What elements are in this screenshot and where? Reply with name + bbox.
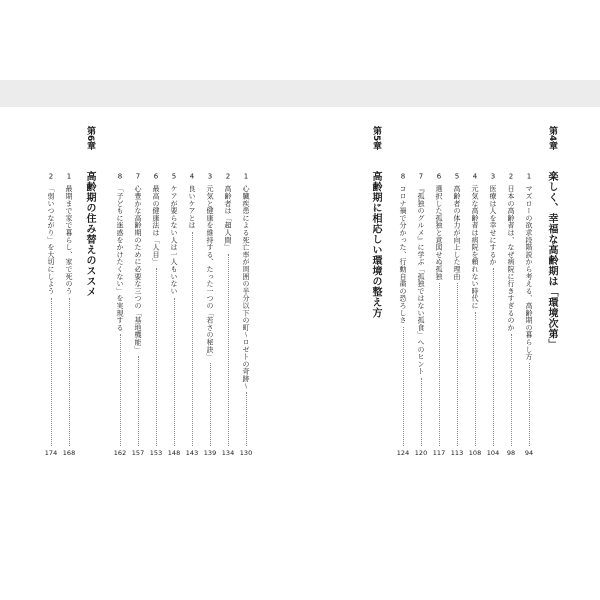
- entry-title: 元気な高齢者は病院を頼れない時代に: [471, 185, 479, 310]
- entry-title: 元気と健康を維持する、たった一つの「若さの秘訣」: [206, 185, 214, 361]
- dot-leader: [421, 378, 422, 446]
- dot-leader: [511, 334, 512, 446]
- entry-title: マズローの欲求段階説から考える、高齢期の暮らし方: [525, 185, 533, 361]
- entry-number: 4: [189, 173, 195, 180]
- entry-title: 「弱いつながり」を大切にしよう: [47, 185, 55, 295]
- entry-number: 1: [526, 173, 532, 180]
- page-number: 168: [62, 448, 76, 457]
- entry-title: 最期まで家で暮らし、家で死のう: [65, 185, 73, 295]
- toc-entry[interactable]: [132, 173, 144, 456]
- entry-number: 8: [400, 173, 406, 180]
- dot-leader: [192, 232, 193, 446]
- entry-number: 5: [171, 173, 177, 180]
- entry-title: コロナ禍で分かった、行動自粛の恐ろしさ: [399, 185, 407, 324]
- entry-title: 心臓疾患による死亡率が周囲の半分以下の町〜ロゼトの奇跡〜: [242, 185, 250, 390]
- page-number: 139: [203, 448, 217, 457]
- entry-number: 6: [436, 173, 442, 180]
- page-number: 124: [396, 448, 410, 457]
- page-number: 157: [131, 448, 145, 457]
- entry-title: 心豊かな高齢期のために必要な三つの「基地機能」: [134, 185, 142, 353]
- page-number: 104: [486, 448, 500, 457]
- toc-entry[interactable]: [487, 173, 499, 456]
- toc-entry[interactable]: [45, 173, 57, 456]
- toc-entry[interactable]: [63, 173, 75, 456]
- dot-leader: [439, 283, 440, 446]
- entry-title: 良いケアとは: [188, 185, 196, 229]
- toc-entry[interactable]: [114, 173, 126, 456]
- entry-number: 5: [454, 173, 460, 180]
- dot-leader: [51, 298, 52, 446]
- dot-leader: [529, 363, 530, 445]
- entry-title: 日本の高齢者は、なぜ病院に行きすぎるのか: [507, 185, 515, 331]
- dot-leader: [174, 298, 175, 446]
- dot-leader: [69, 298, 70, 446]
- dot-leader: [120, 334, 121, 446]
- toc-entry[interactable]: [186, 173, 198, 456]
- dot-leader: [156, 268, 157, 445]
- entry-number: 6: [153, 173, 159, 180]
- toc-entry[interactable]: [469, 173, 481, 456]
- entry-number: 1: [243, 173, 249, 180]
- entry-number: 7: [418, 173, 424, 180]
- dot-leader: [138, 356, 139, 446]
- toc-entry[interactable]: [168, 173, 180, 456]
- entry-title: 高齢者は「超人間」: [224, 185, 232, 251]
- toc-entry[interactable]: [523, 173, 535, 456]
- entry-number: 2: [508, 173, 514, 180]
- chapter-number: 第5章: [371, 126, 381, 151]
- dot-leader: [493, 268, 494, 445]
- toc-entry[interactable]: [240, 173, 252, 456]
- chapter-number: 第4章: [547, 126, 557, 151]
- entry-number: 2: [225, 173, 231, 180]
- dot-leader: [228, 254, 229, 446]
- entry-title: 最高の健康法は「人目」: [152, 185, 160, 266]
- entry-title: 選択した孤独と意図せぬ孤独: [435, 185, 443, 280]
- chapter-title: 高齢期に相応しい環境の整え方: [370, 171, 381, 318]
- page-number: 143: [185, 448, 199, 457]
- toc-entry[interactable]: [150, 173, 162, 456]
- page-number: 148: [167, 448, 181, 457]
- page-number: 162: [113, 448, 127, 457]
- page-number: 153: [149, 448, 163, 457]
- dot-leader: [210, 363, 211, 445]
- toc-entry[interactable]: [397, 173, 409, 456]
- dot-leader: [246, 392, 247, 445]
- entry-number: 8: [117, 173, 123, 180]
- entry-number: 3: [490, 173, 496, 180]
- page-number: 108: [468, 448, 482, 457]
- entry-title: ケアが要らない人は一人もいない: [170, 185, 178, 295]
- page-number: 117: [432, 448, 446, 457]
- toc-entry[interactable]: [204, 173, 216, 456]
- entry-title: 「子どもに迷惑をかけたくない」を実現する: [116, 185, 124, 331]
- chapter-title: 楽しく、幸福な高齢期は「環境次第」: [546, 171, 557, 350]
- entry-number: 2: [48, 173, 54, 180]
- entry-number: 7: [135, 173, 141, 180]
- toc-entry[interactable]: [451, 173, 463, 456]
- entry-number: 1: [66, 173, 72, 180]
- toc-entry[interactable]: [222, 173, 234, 456]
- entry-title: 高齢者の体力が向上した理由: [453, 185, 461, 280]
- dot-leader: [475, 312, 476, 445]
- page-number: 98: [506, 448, 516, 457]
- header-band: [0, 80, 600, 107]
- entry-number: 3: [207, 173, 213, 180]
- page-number: 94: [524, 448, 534, 457]
- entry-number: 4: [472, 173, 478, 180]
- dot-leader: [457, 283, 458, 446]
- chapter-title: 高齢期の住み替えのススメ: [84, 171, 95, 297]
- page-number: 174: [44, 448, 58, 457]
- toc-entry[interactable]: [415, 173, 427, 456]
- entry-title: 医療は人を幸せにするか: [489, 185, 497, 266]
- toc-entry[interactable]: [433, 173, 445, 456]
- dot-leader: [403, 327, 404, 446]
- entry-title: 『孤独のグルメ』に学ぶ「孤独ではない孤食」へのヒント: [417, 185, 425, 375]
- chapter-number: 第6章: [85, 126, 95, 151]
- page-number: 120: [414, 448, 428, 457]
- toc-entry[interactable]: [505, 173, 517, 456]
- page-number: 113: [450, 448, 464, 457]
- page-number: 130: [239, 448, 253, 457]
- page-number: 134: [221, 448, 235, 457]
